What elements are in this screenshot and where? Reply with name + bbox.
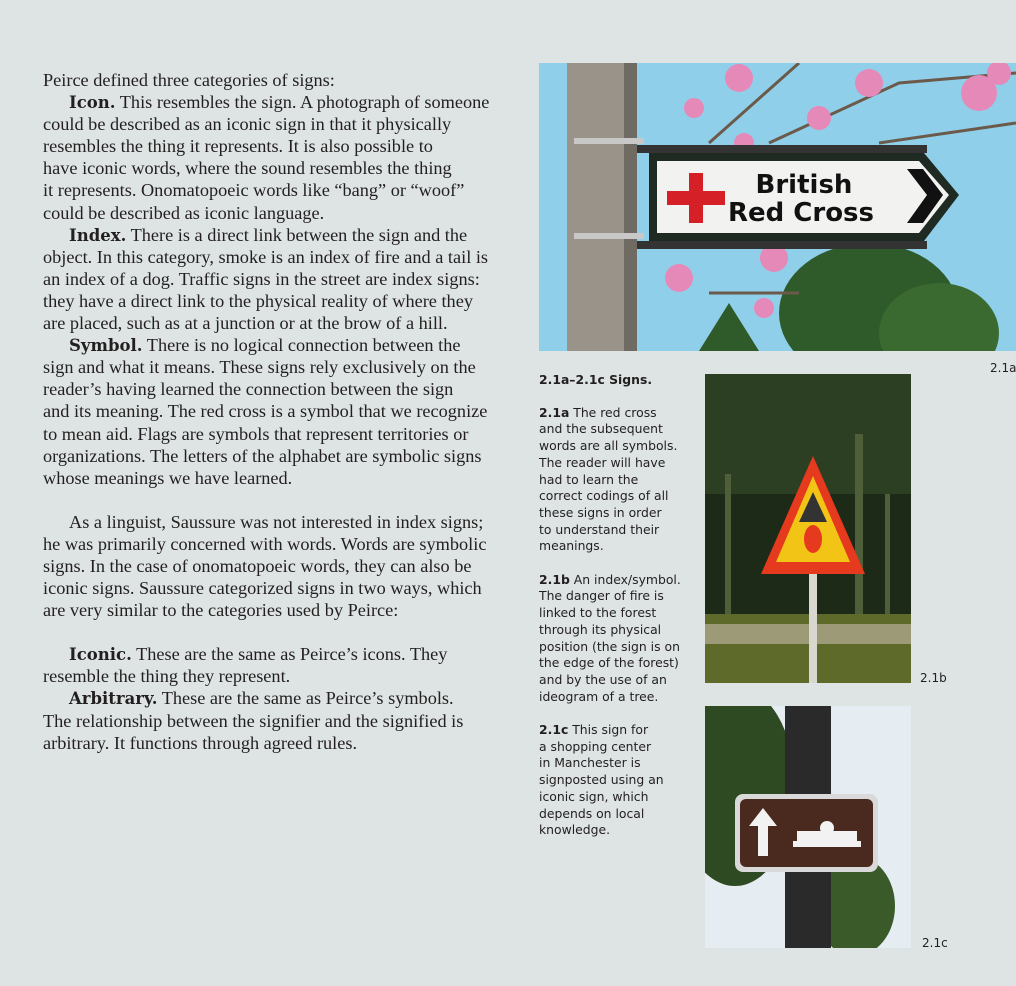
body-text [43, 69, 523, 754]
text-line: resemble the thing they represent. [43, 666, 291, 687]
caption-title: 2.1a–2.1c Signs. [539, 372, 653, 387]
caption-line: ideogram of a tree. [539, 688, 659, 704]
iconic-term: Iconic. [69, 645, 132, 665]
caption-line: correct codings of all [539, 488, 669, 504]
text-line: are very similar to the categories used by Peirce: [43, 600, 399, 621]
caption-line: words are all symbols. [539, 438, 678, 454]
arbitrary-paragraph [43, 687, 523, 753]
caption-line: meanings. [539, 538, 604, 554]
caption-2-1b [539, 572, 709, 706]
intro-line: Peirce defined three categories of signs: [43, 70, 335, 90]
caption-line: position (the sign is on [539, 638, 680, 654]
index-paragraph [43, 224, 523, 334]
text-line: signs. In the case of onomatopoeic words, they can also be [43, 555, 472, 576]
photo-british-red-cross-sign [539, 63, 1016, 351]
text-line: are placed, such as at a junction or at the brow of a hill. [43, 313, 448, 334]
text-line: organizations. The letters of the alphabet are symbolic signs [43, 445, 482, 466]
caption-line: through its physical [539, 621, 662, 637]
arbitrary-term: Arbitrary. [69, 689, 158, 709]
text-line: arbitrary. It functions through agreed rules. [43, 732, 358, 753]
caption-line: and the subsequent [539, 421, 663, 437]
photo-shopping-center-sign [705, 706, 911, 948]
caption-line: these signs in order [539, 504, 662, 520]
sign-text-line1: British [755, 170, 853, 200]
icon-term: Icon. [69, 93, 116, 113]
saussure-paragraph [43, 511, 523, 621]
caption-line: The reader will have [539, 454, 666, 470]
caption-2-1c [539, 722, 709, 839]
caption-line: The danger of fire is [539, 588, 664, 604]
text-line: it represents. Onomatopoeic words like “bang” or “woof” [43, 180, 465, 201]
caption-line: in Manchester is [539, 755, 641, 771]
symbol-term: Symbol. [69, 336, 143, 356]
text-line: they have a direct link to the physical reality of where they [43, 290, 473, 311]
text-line: he was primarily concerned with words. Words are symbolic [43, 533, 487, 554]
caption-line: had to learn the [539, 471, 639, 487]
caption-line: This sign for [568, 722, 649, 738]
photo-fire-danger-sign [705, 374, 911, 683]
text-line: The relationship between the signifier and the signified is [43, 710, 464, 731]
text-line: whose meanings we have learned. [43, 467, 293, 488]
caption-line: knowledge. [539, 822, 611, 838]
text-line: sign and what it means. These signs rely exclusively on the [43, 357, 476, 378]
caption-line: the edge of the forest) [539, 655, 679, 671]
caption-line: signposted using an [539, 772, 664, 788]
figure-label-2-1c: 2.1c [922, 936, 948, 950]
caption-2-1a [539, 405, 709, 555]
text-line: There is no logical connection between the [142, 335, 461, 356]
caption-ref: 2.1c [539, 722, 569, 738]
text-line: resembles the thing it represents. It is also possible to [43, 136, 433, 157]
text-line: an index of a dog. Traffic signs in the street are index signs: [43, 268, 480, 289]
caption-line: An index/symbol. [569, 571, 681, 587]
sign-text-line2: Red Cross [727, 198, 875, 228]
text-line: This resembles the sign. A photograph of someone [115, 92, 490, 113]
caption-line: a shopping center [539, 738, 652, 754]
icon-paragraph [43, 91, 523, 224]
text-line: reader’s having learned the connection between the sign [43, 379, 454, 400]
figure-captions [539, 372, 709, 856]
index-term: Index. [69, 225, 127, 245]
text-line: to mean aid. Flags are symbols that represent territories or [43, 423, 469, 444]
caption-line: The red cross [569, 404, 657, 420]
text-line: iconic signs. Saussure categorized signs in two ways, which [43, 578, 482, 599]
figure-label-2-1b: 2.1b [920, 671, 947, 685]
text-line: have iconic words, where the sound resembles the thing [43, 158, 452, 179]
caption-line: linked to the forest [539, 605, 657, 621]
text-line: object. In this category, smoke is an index of fire and a tail is [43, 246, 489, 267]
caption-line: to understand their [539, 521, 660, 537]
caption-line: and by the use of an [539, 671, 667, 687]
iconic-paragraph [43, 643, 523, 687]
text-line: There is a direct link between the sign and the [126, 224, 468, 245]
text-line: could be described as iconic language. [43, 202, 325, 223]
caption-ref: 2.1a [539, 404, 570, 420]
text-line: and its meaning. The red cross is a symbol that we recognize [43, 401, 488, 422]
text-line: As a linguist, Saussure was not interested in index signs; [69, 511, 484, 532]
text-line: These are the same as Peirce’s symbols. [157, 688, 454, 709]
text-line: These are the same as Peirce’s icons. They [131, 644, 448, 665]
caption-line: iconic sign, which [539, 788, 649, 804]
figure-label-2-1a: 2.1a [990, 361, 1016, 375]
caption-ref: 2.1b [539, 571, 570, 587]
text-line: could be described as an iconic sign in that it physically [43, 114, 452, 135]
symbol-paragraph [43, 334, 523, 489]
caption-line: depends on local [539, 805, 645, 821]
